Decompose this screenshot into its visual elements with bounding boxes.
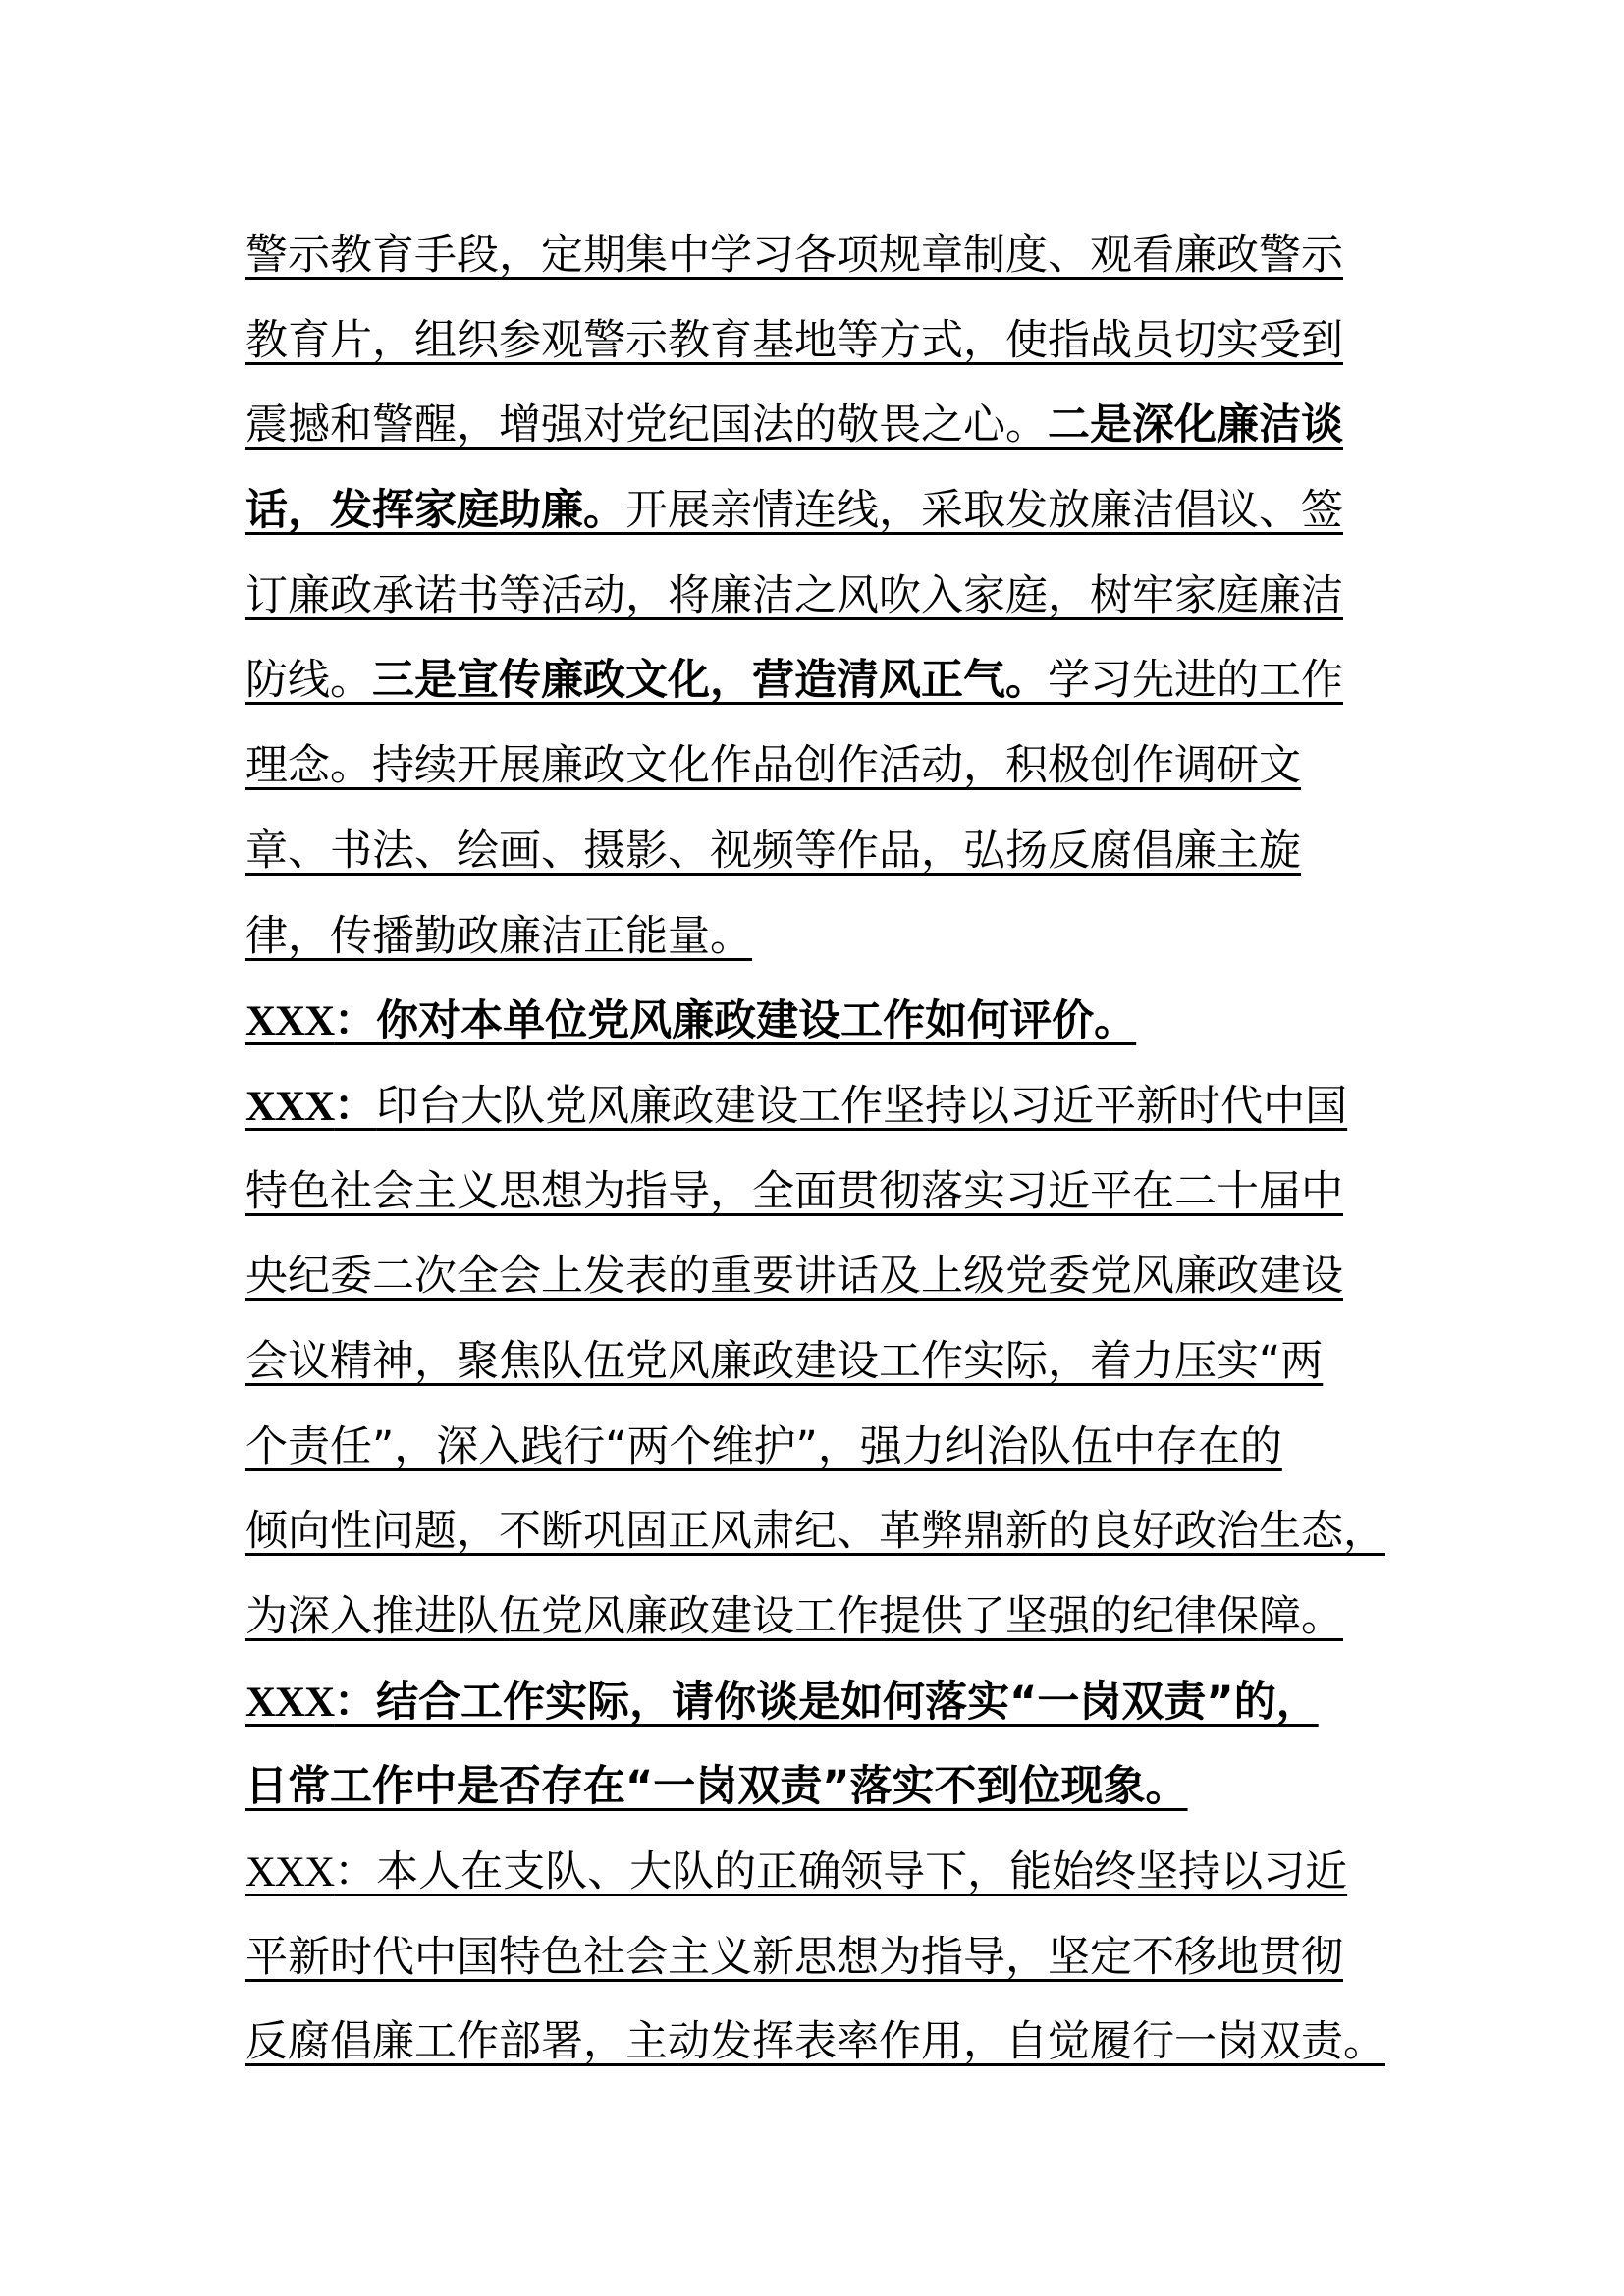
text-line xyxy=(245,649,1443,734)
speaker-label: XXX xyxy=(245,1083,335,1130)
line-text: 学习先进的工作 xyxy=(1048,656,1343,706)
bold-heading-text: 二是深化廉洁谈 xyxy=(1048,400,1343,451)
text-line xyxy=(245,2010,1443,2096)
line-text: 订廉政承诺书等活动，将廉洁之风吹入家庭，树牢家庭廉洁 xyxy=(245,570,1343,620)
document-page xyxy=(245,224,1443,2096)
speaker-label: XXX xyxy=(245,1849,335,1896)
line-text: 反腐倡廉工作部署，主动发挥表率作用，自觉履行一岗双责。 xyxy=(245,2017,1385,2067)
line-text: 警示教育手段，定期集中学习各项规章制度、观看廉政警示 xyxy=(245,231,1343,280)
bold-heading-text: 话，发挥家庭助廉。 xyxy=(245,486,625,536)
question-text: ：你对本单位党风廉政建设工作如何评价。 xyxy=(334,996,1137,1046)
line-text: 教育片，组织参观警示教育基地等方式，使指战员切实受到 xyxy=(245,315,1343,365)
text-line xyxy=(245,1160,1443,1246)
text-line xyxy=(245,309,1443,395)
line-text: 特色社会主义思想为指导，全面贯彻落实习近平在二十届中 xyxy=(245,1166,1343,1216)
text-line xyxy=(245,905,1443,990)
line-text: 央纪委二次全会上发表的重要讲话及上级党委党风廉政建设 xyxy=(245,1252,1343,1302)
line-text: 会议精神，聚焦队伍党风廉政建设工作实际，着力压实“两 xyxy=(245,1336,1324,1386)
speaker-label: XXX xyxy=(245,1679,335,1726)
question-line xyxy=(245,1755,1443,1841)
colon: ： xyxy=(334,1081,377,1131)
question-line xyxy=(245,989,1443,1075)
line-text: 防线。 xyxy=(245,656,372,706)
bold-heading-text: 三是宣传廉政文化，营造清风正气。 xyxy=(372,656,1048,706)
text-line xyxy=(245,479,1443,564)
text-line xyxy=(245,1926,1443,2011)
question-line xyxy=(245,1671,1443,1756)
answer-text: ：本人在支队、大队的正确领导下，能始终坚持以习近 xyxy=(334,1847,1348,1897)
answer-text: 印台大队党风廉政建设工作坚持以习近平新时代中国 xyxy=(376,1081,1348,1131)
line-text: 理念。持续开展廉政文化作品创作活动，积极创作调研文 xyxy=(245,741,1301,791)
answer-line xyxy=(245,1075,1443,1160)
answer-line xyxy=(245,1841,1443,1926)
line-text: 震撼和警醒，增强对党纪国法的敬畏之心。 xyxy=(245,400,1048,451)
text-line xyxy=(245,564,1443,650)
speaker-label: XXX xyxy=(245,998,335,1045)
text-line xyxy=(245,820,1443,905)
text-line xyxy=(245,224,1443,309)
line-text: 开展亲情连线，采取发放廉洁倡议、签 xyxy=(625,486,1343,536)
text-line xyxy=(245,1415,1443,1501)
line-text: 个责任”，深入践行“两个维护”，强力纠治队伍中存在的 xyxy=(245,1421,1282,1471)
line-text: 平新时代中国特色社会主义新思想为指导，坚定不移地贯彻 xyxy=(245,1932,1343,1982)
text-line xyxy=(245,1500,1443,1585)
text-line xyxy=(245,1585,1443,1671)
line-text: 律，传播勤政廉洁正能量。 xyxy=(245,911,752,961)
text-line xyxy=(245,734,1443,820)
question-text: ：结合工作实际，请你谈是如何落实“一岗双责”的， xyxy=(334,1677,1319,1727)
text-line xyxy=(245,1330,1443,1415)
question-text: 日常工作中是否存在“一岗双责”落实不到位现象。 xyxy=(245,1762,1188,1812)
text-line xyxy=(245,394,1443,479)
line-text: 为深入推进队伍党风廉政建设工作提供了坚强的纪律保障。 xyxy=(245,1592,1343,1641)
line-text: 章、书法、绘画、摄影、视频等作品，弘扬反腐倡廉主旋 xyxy=(245,826,1301,876)
line-text: 倾向性问题，不断巩固正风肃纪、革弊鼎新的良好政治生态， xyxy=(245,1507,1385,1557)
text-line xyxy=(245,1245,1443,1330)
